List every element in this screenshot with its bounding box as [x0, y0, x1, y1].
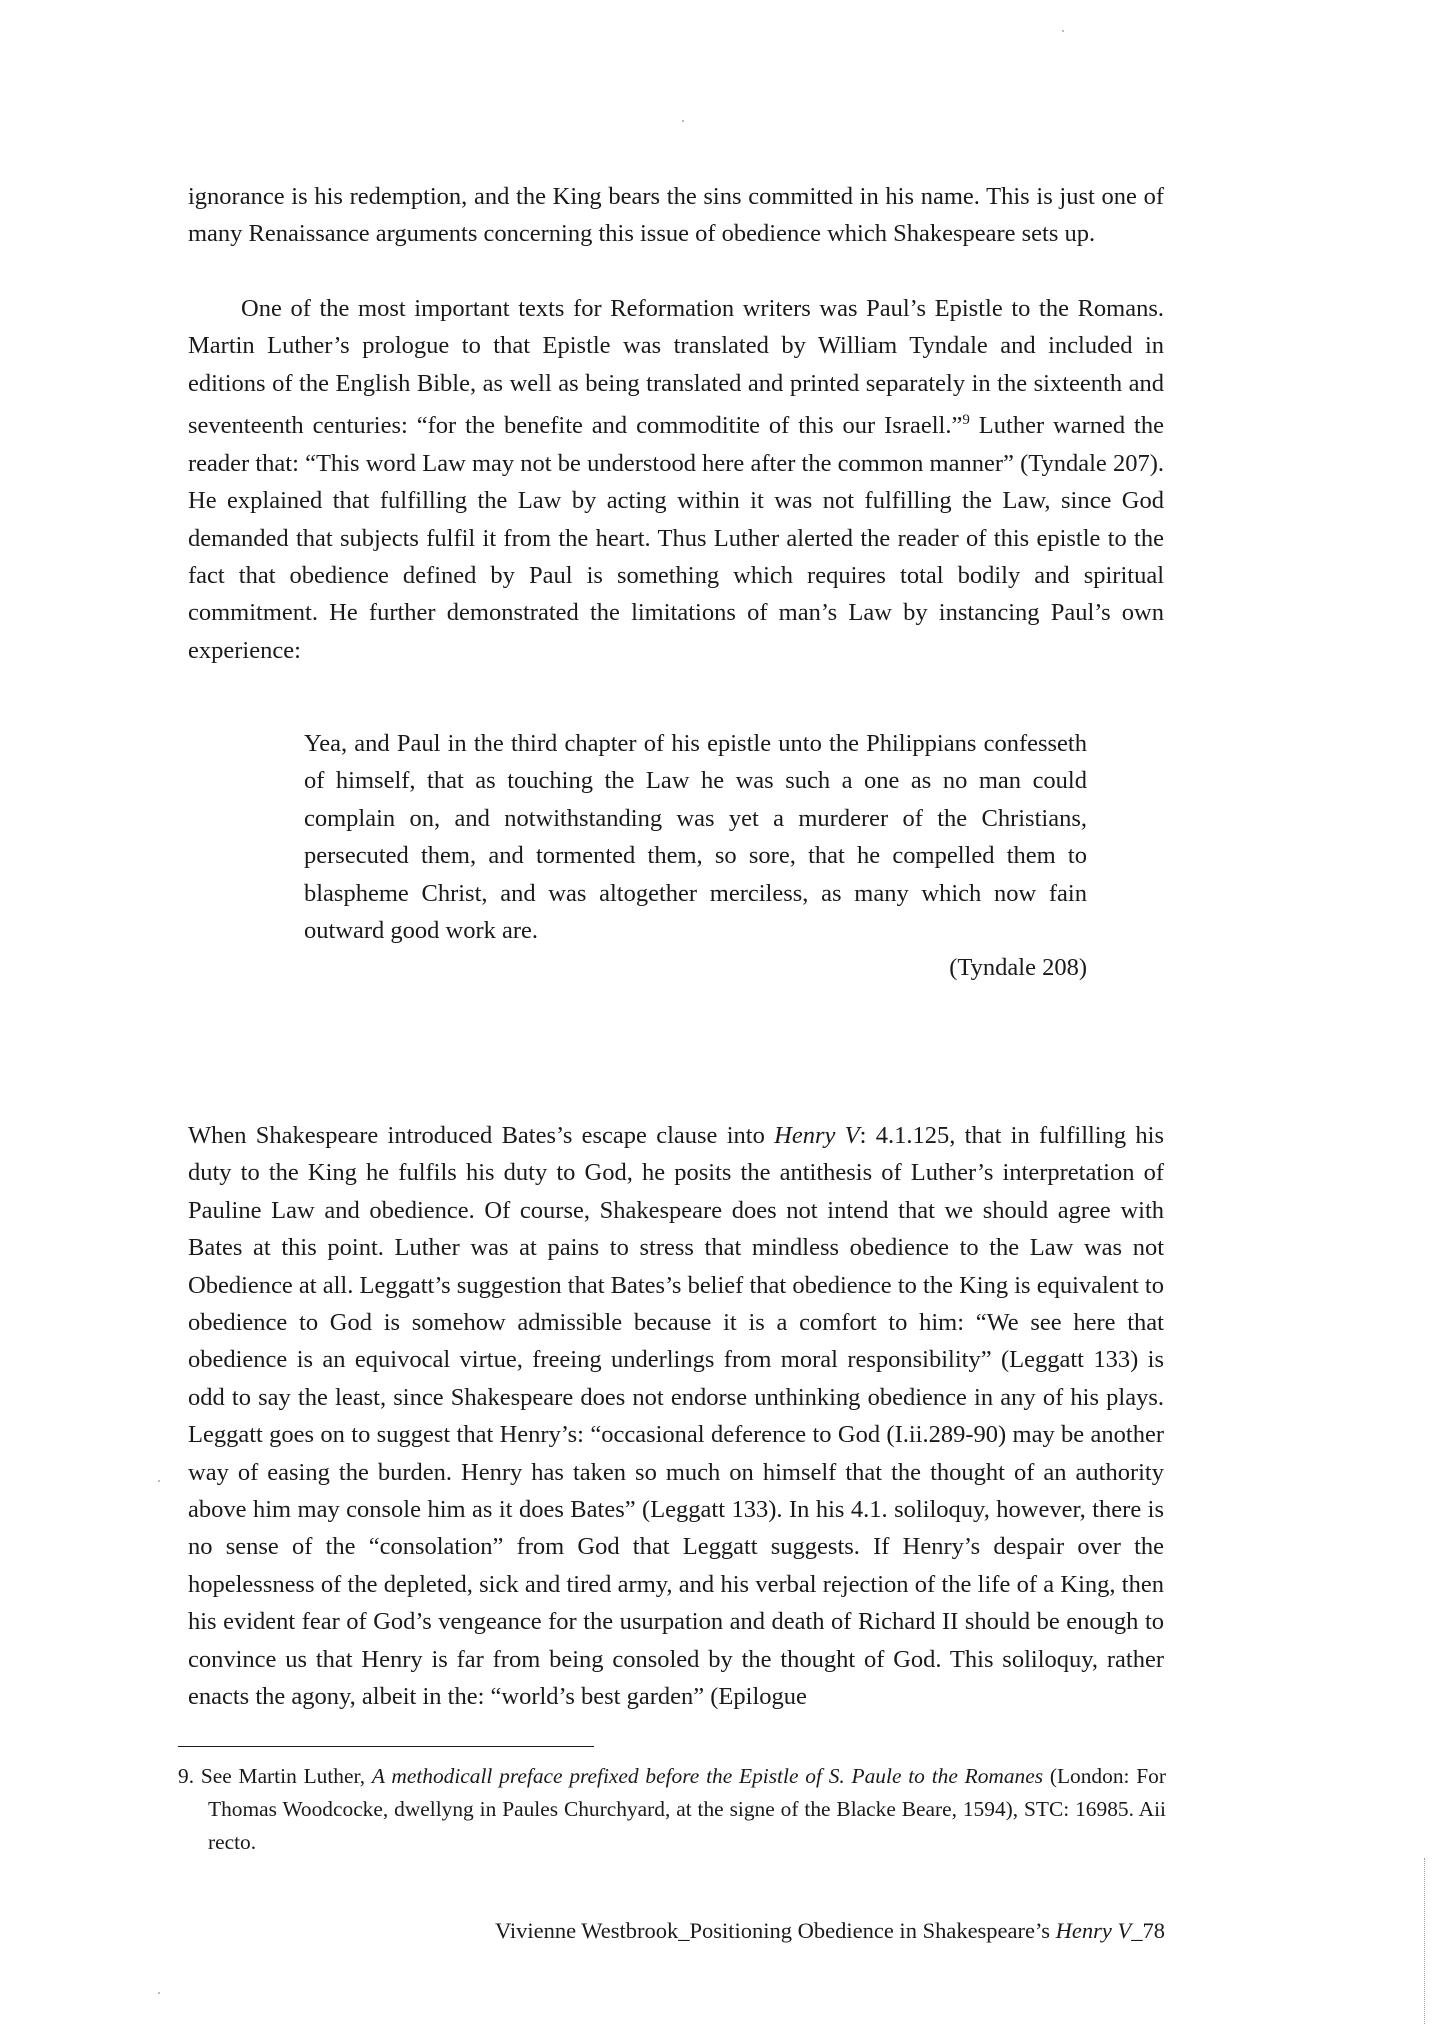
block-quote-citation: (Tyndale 208) [949, 954, 1087, 982]
paragraph-3 [188, 1117, 1164, 1716]
paragraph-1 [188, 178, 1164, 253]
footnote-separator [178, 1746, 594, 1747]
paragraph-3-part-a: When Shakespeare introduced Bates’s escape clause into [188, 1122, 775, 1149]
footnote-reference-9: 9 [962, 412, 970, 429]
paragraph-1-text: ignorance is his redemption, and the King bears the sins committed in his name. This is just one of many Renaissance arguments concerning this issue of obedience which Shakespeare sets up. [188, 183, 1164, 248]
footnote-lead: 9. See Martin Luther, [178, 1764, 372, 1788]
footnote-9 [178, 1760, 1166, 1859]
footer-title-italic: Henry V [1055, 1918, 1132, 1943]
paragraph-3-text [188, 1117, 1164, 1716]
running-footer [405, 1916, 1165, 1946]
paragraph-2-part-a: One of the most important texts for Reformation writers was Paul’s Epistle to the Romans. Martin Luther’s prologue to that Epistle was translated by William Tyndale and included in editions of the English Bible, as well as being translated and printed separately in the sixteenth and seventeenth centuries: “for the benefite and commoditite of this our Israell.” [188, 295, 1164, 440]
paragraph-2-part-b: Luther warned the reader that: “This word Law may not be understood here after the common manner” (Tyndale 207). He explained that fulfilling the Law by acting within it was not fulfilling the Law, since God demanded that subjects fulfil it from the heart. Thus Luther alerted the reader of this epistle to the fact that obedience defined by Paul is something which requires total bodily and spiritual commitment. He further demonstrated the limitations of man’s Law by instancing Paul’s own experience: [188, 412, 1164, 664]
block-quote-text: Yea, and Paul in the third chapter of his epistle unto the Philippians confesseth of himself, that as touching the Law he was such a one as no man could complain on, and notwithstanding was yet a murderer of the Christians, persecuted them, and tormented them, so sore, that he compelled them to blaspheme Christ, and was altogether merciless, as many which now fain outward good work are. [304, 730, 1087, 945]
paragraph-3-part-b: : 4.1.125, that in fulfilling his duty to the King he fulfils his duty to God, he posits the antithesis of Luther’s interpretation of Pauline Law and obedience. Of course, Shakespeare does not intend that we should agree with Bates at this point. Luther was at pains to stress that mindless obedience to the Law was not Obedience at all. Leggatt’s suggestion that Bates’s belief that obedience to the King is equivalent to obedience to God is somehow admissible because it is a comfort to him: “We see here that obedience is an equivocal virtue, freeing underlings from moral responsibility” (Leggatt 133) is odd to say the least, since Shakespeare does not endorse unthinking obedience in any of his plays. Leggatt goes on to suggest that Henry’s: “occasional deference to God (I.ii.289-90) may be another way of easing the burden. Henry has taken so much on himself that the thought of an authority above him may console him as it does Bates” (Leggatt 133). In his 4.1. soliloquy, however, there is no sense of the “consolation” from God that Leggatt suggests. If Henry’s despair over the hopelessness of the depleted, sick and tired army, and his verbal rejection of the life of a King, then his evident fear of God’s vengeance for the usurpation and death of Richard II should be enough to convince us that Henry is far from being consoled by the thought of God. This soliloquy, rather enacts the agony, albeit in the: “world’s best garden” (Epilogue [188, 1122, 1164, 1711]
scan-speck [158, 1480, 160, 1482]
paragraph-2-text [188, 290, 1164, 669]
block-quote [304, 725, 1087, 987]
footnote-title-italic: A methodicall preface prefixed before the Epistle of S. Paule to the Romanes [371, 1764, 1044, 1788]
scan-speck [682, 120, 684, 122]
scan-edge-line [1424, 1858, 1425, 2024]
play-title-italic: Henry V [774, 1122, 860, 1149]
footnote-9-text [178, 1760, 1166, 1859]
footer-page-number: _78 [1131, 1918, 1165, 1943]
paragraph-2 [188, 290, 1164, 669]
scan-speck [1062, 30, 1064, 32]
scan-speck [158, 1992, 160, 1994]
footer-text: Vivienne Westbrook_Positioning Obedience in Shakespeare’s [494, 1918, 1056, 1943]
footnote-rest: (London: For Thomas Woodcocke, dwellyng in Paules Churchyard, at the signe of the Blacke Beare, 1594), STC: 16985. Aii recto. [208, 1764, 1166, 1854]
